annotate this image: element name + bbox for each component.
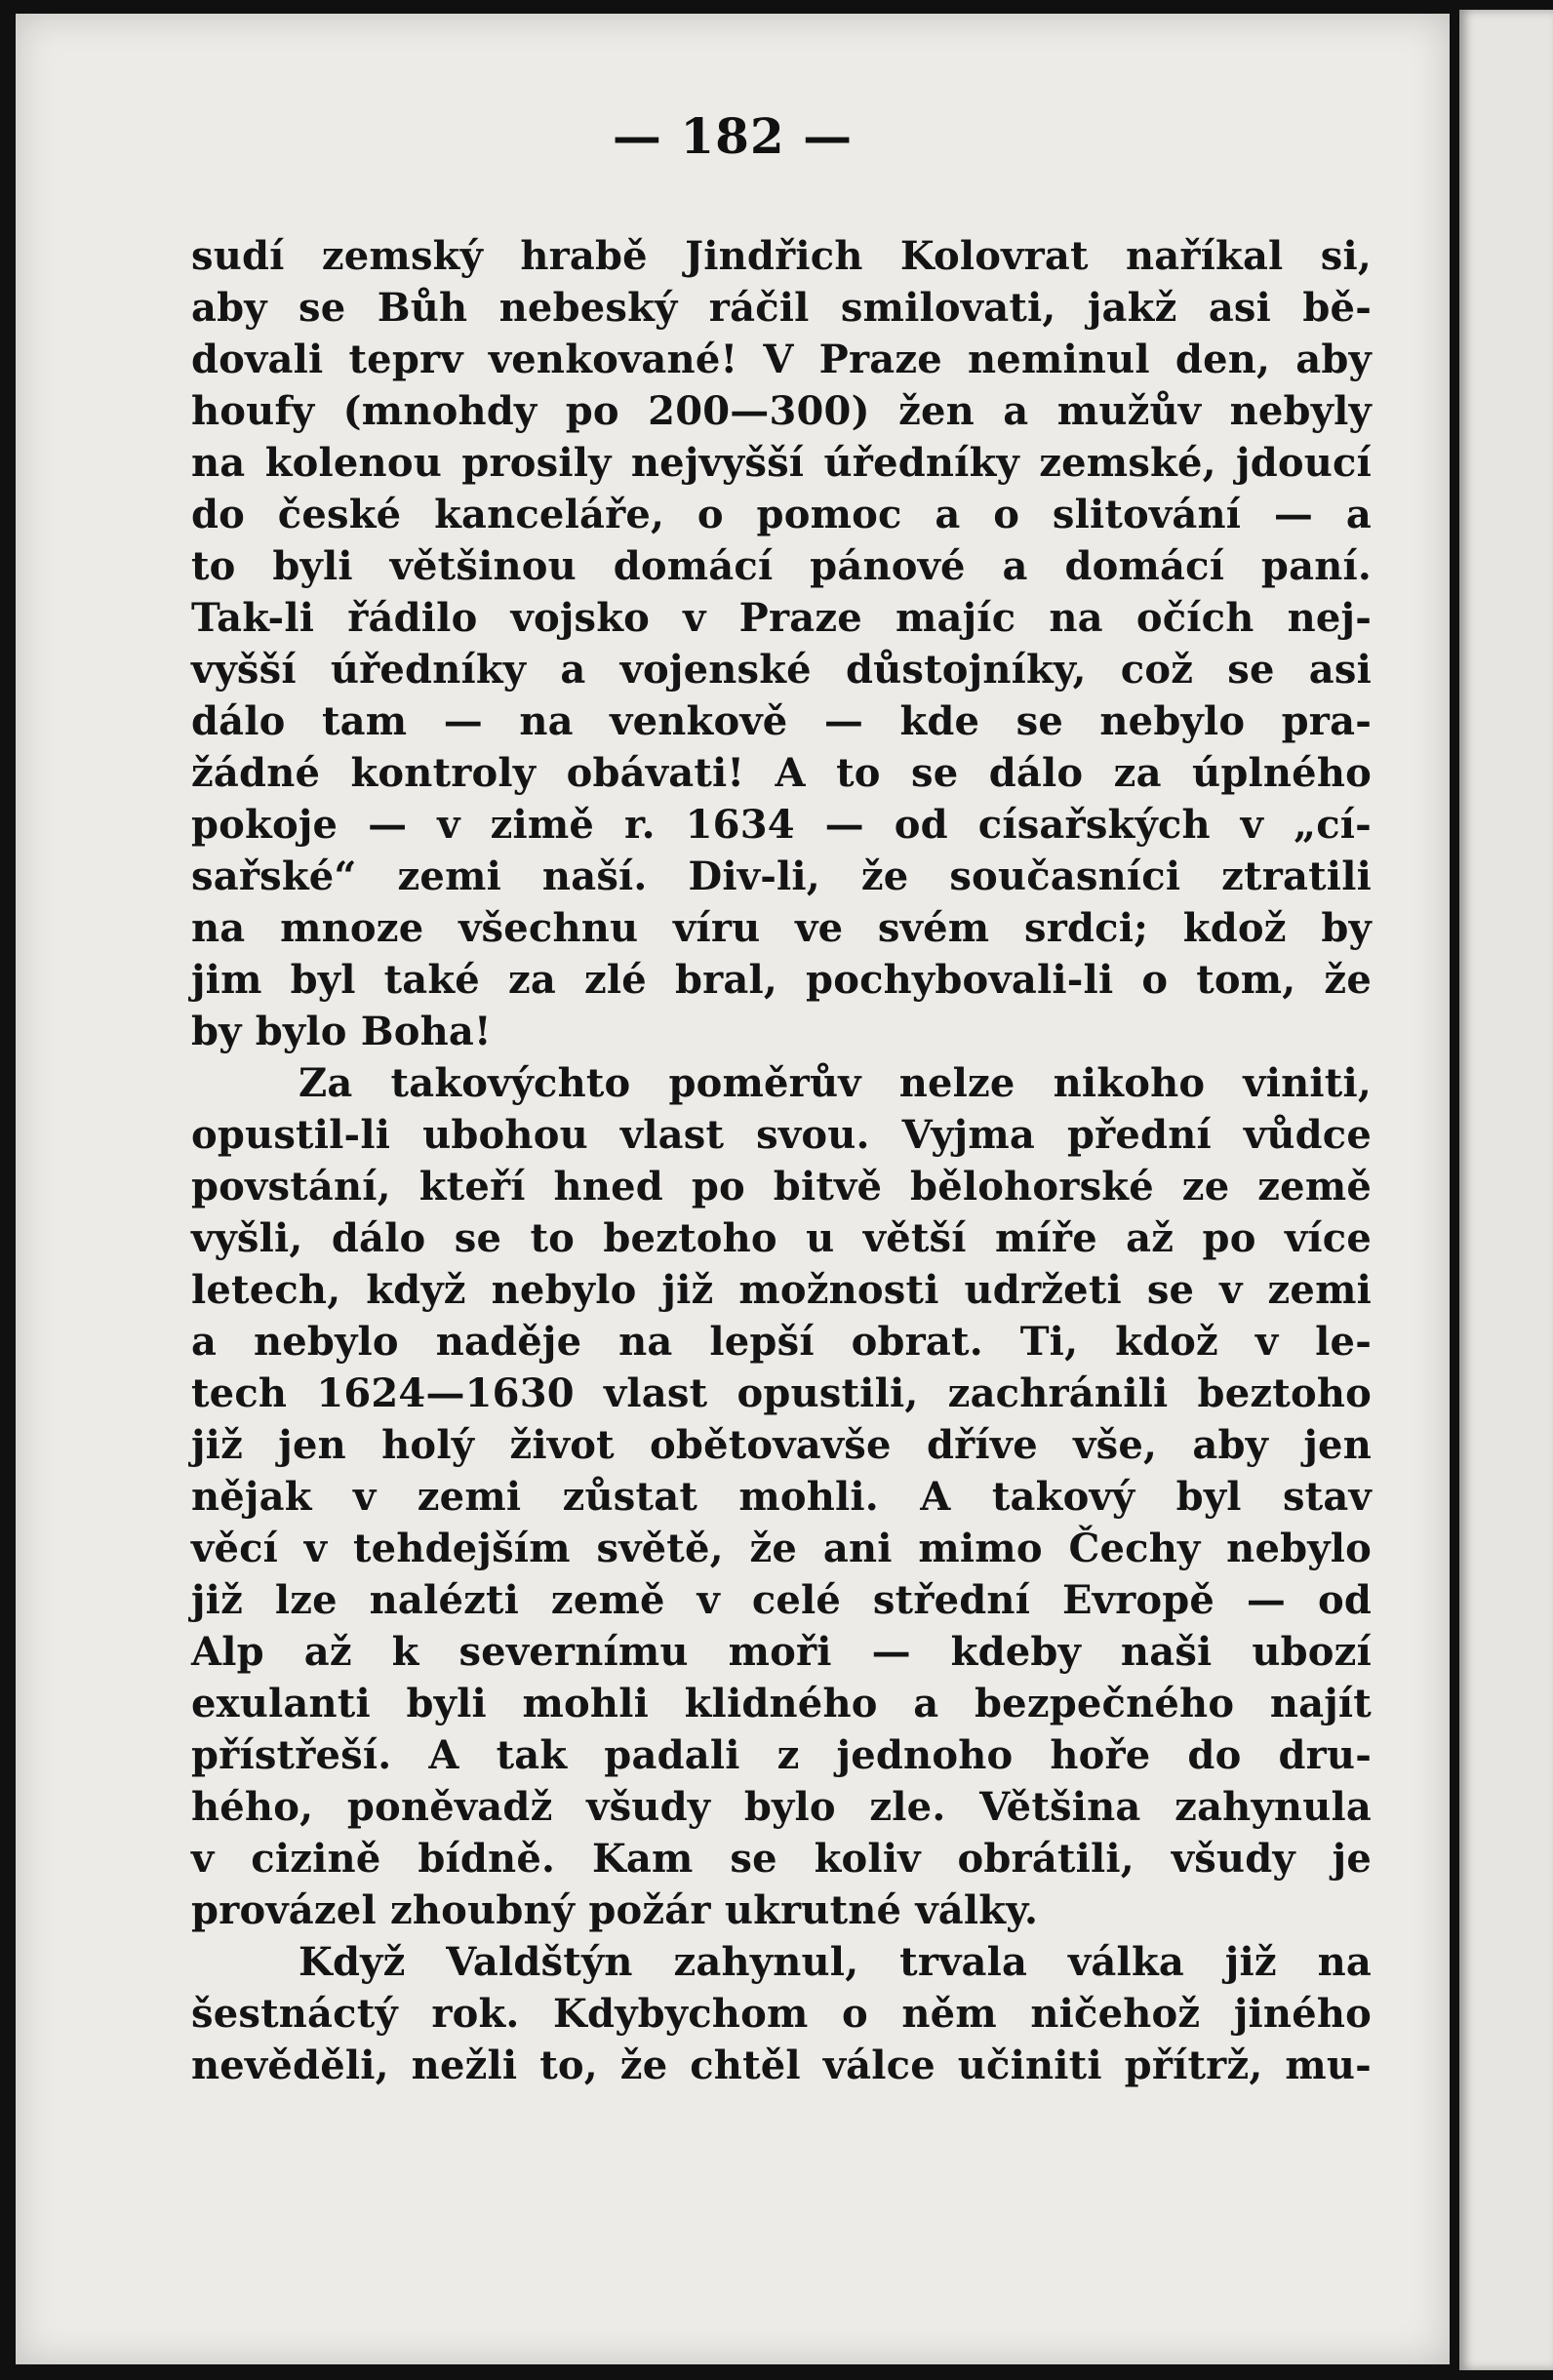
text-line: aby se Bůh nebeský ráčil smilovati, jakž asi bě- — [191, 285, 1372, 331]
text-line: žádné kontroly obávati! A to se dálo za úplného — [191, 750, 1372, 796]
text-line: to byli většinou domácí pánové a domácí paní. — [191, 543, 1372, 589]
text-line: tech 1624—1630 vlast opustili, zachránili beztoho — [191, 1370, 1372, 1416]
text-line: hého, poněvadž všudy bylo zle. Většina zahynula — [191, 1784, 1372, 1830]
text-line: dálo tam — na venkově — kde se nebylo pra- — [191, 698, 1372, 744]
text-line: vyšší úředníky a vojenské důstojníky, což se asi — [191, 647, 1372, 693]
text-line: Tak-li řádilo vojsko v Praze majíc na očích nej- — [191, 595, 1372, 641]
book-page — [16, 14, 1450, 2364]
text-line: již lze nalézti země v celé střední Evropě — od — [191, 1577, 1372, 1623]
text-line: jim byl také za zlé bral, pochybovali-li o tom, že — [191, 957, 1372, 1003]
text-line: Když Valdštýn zahynul, trvala válka již na — [299, 1939, 1372, 1985]
page-number: — 182 — — [612, 107, 854, 165]
text-line: již jen holý život obětovavše dříve vše, aby jen — [191, 1422, 1372, 1468]
text-line: vyšli, dálo se to beztoho u větší míře až po více — [191, 1215, 1372, 1261]
text-line: nějak v zemi zůstat mohli. A takový byl stav — [191, 1474, 1372, 1520]
text-line: povstání, kteří hned po bitvě bělohorské ze země — [191, 1164, 1372, 1210]
text-line: exulanti byli mohli klidného a bezpečného najít — [191, 1681, 1372, 1726]
text-line: by bylo Boha! — [191, 1009, 492, 1054]
text-line: dovali teprv venkované! V Praze neminul den, aby — [191, 337, 1372, 382]
text-line: v cizině bídně. Kam se koliv obrátili, všudy je — [191, 1836, 1372, 1882]
text-line: provázel zhoubný požár ukrutné války. — [191, 1887, 1039, 1933]
text-line: Alp až k severnímu moři — kdeby naši ubozí — [191, 1629, 1372, 1675]
text-line: Za takovýchto poměrův nelze nikoho viniti, — [299, 1060, 1372, 1106]
text-line: sařské“ zemi naší. Div-li, že současníci ztratili — [191, 853, 1372, 899]
text-line: na mnoze všechnu víru ve svém srdci; kdož by — [191, 905, 1372, 951]
text-line: věcí v tehdejším světě, že ani mimo Čechy nebylo — [191, 1526, 1372, 1571]
text-line: opustil-li ubohou vlast svou. Vyjma přední vůdce — [191, 1112, 1372, 1158]
body-text — [191, 230, 1372, 2091]
text-line: na kolenou prosily nejvyšší úředníky zemské, jdoucí — [191, 440, 1372, 486]
text-line: nevěděli, nežli to, že chtěl válce učiniti přítrž, mu- — [191, 2043, 1372, 2088]
text-line: do české kanceláře, o pomoc a o slitování — a — [191, 492, 1372, 537]
text-line: sudí zemský hrabě Jindřich Kolovrat naříkal si, — [191, 233, 1372, 279]
text-line: šestnáctý rok. Kdybychom o něm ničehož jiného — [191, 1991, 1372, 2037]
adjacent-page-edge — [1459, 10, 1553, 2370]
text-line: houfy (mnohdy po 200—300) žen a mužův nebyly — [191, 388, 1372, 434]
text-line: přístřeší. A tak padali z jednoho hoře do dru- — [191, 1732, 1372, 1778]
text-line: letech, když nebylo již možnosti udržeti se v zemi — [191, 1267, 1372, 1313]
text-line: a nebylo naděje na lepší obrat. Ti, kdož v le- — [191, 1319, 1372, 1365]
text-line: pokoje — v zimě r. 1634 — od císařských v „cí- — [191, 802, 1372, 848]
